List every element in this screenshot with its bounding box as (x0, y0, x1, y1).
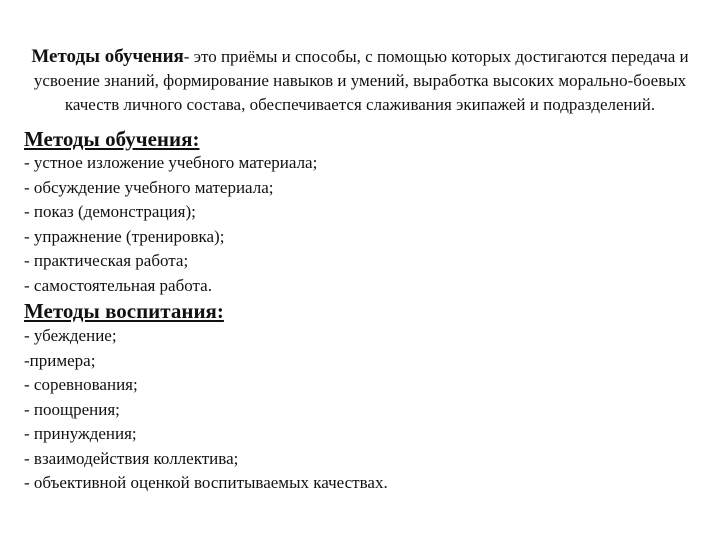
list-item: - убеждение; (24, 326, 117, 345)
list-item: - устное изложение учебного материала; (24, 153, 318, 172)
intro-paragraph (20, 45, 700, 117)
list-item: - взаимодействия коллектива; (24, 448, 239, 468)
teaching-methods-heading: Методы обучения: (24, 127, 200, 151)
upbringing-methods-heading: Методы воспитания: (24, 299, 224, 323)
list-item: - практическая работа; (24, 251, 189, 270)
list-item: - поощрения; (24, 399, 120, 419)
list-item: - соревнования; (24, 375, 138, 394)
list-item: - объективной оценкой воспитываемых качествах. (24, 473, 388, 492)
list-item: -примера; (24, 350, 96, 370)
upbringing-methods-list (24, 324, 388, 496)
intro-term: Методы обучения (31, 46, 184, 67)
list-item: - упражнение (тренировка); (24, 226, 225, 246)
intro-definition: - это приёмы и способы, с помощью которых достигаются передача и усвоение знаний, формирование навыков и умений, выработка высоких морально-боевых качеств личного состава, обеспечивается слаживания экипажей и подразделений. (33, 47, 689, 114)
list-item: - обсуждение учебного материала; (24, 177, 274, 197)
list-item: - самостоятельная работа. (24, 275, 212, 295)
teaching-methods-list (24, 151, 317, 298)
list-item: - показ (демонстрация); (24, 202, 196, 221)
list-item: - принуждения; (24, 424, 137, 443)
